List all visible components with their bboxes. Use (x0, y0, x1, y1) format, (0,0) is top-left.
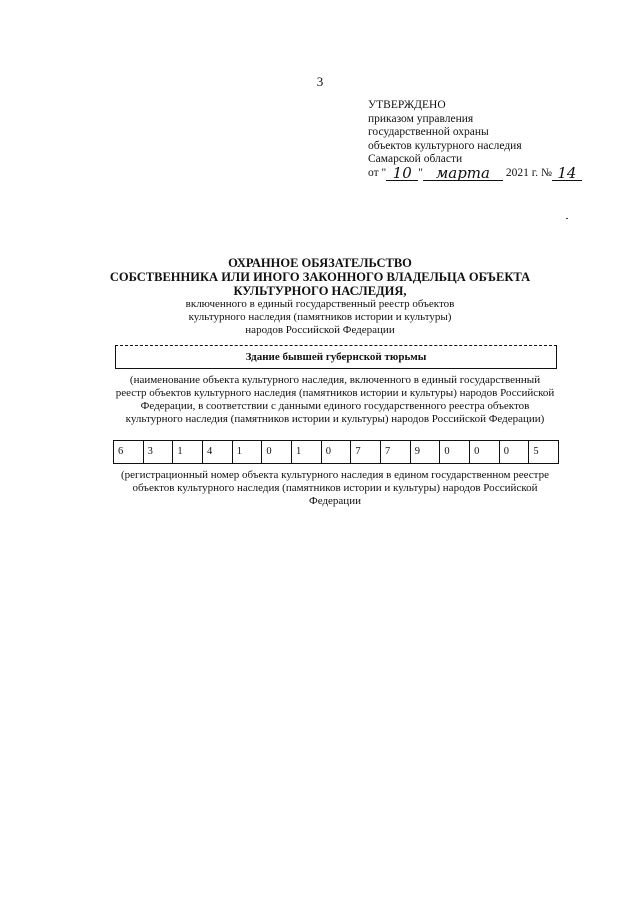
approval-line: приказом управления (368, 112, 474, 125)
approval-line: государственной охраны (368, 126, 489, 138)
handwritten-day: 10 (386, 167, 418, 181)
object-name: Здание бывшей губернской тюрьмы (245, 351, 427, 363)
title-line: КУЛЬТУРНОГО НАСЛЕДИЯ, (233, 284, 407, 298)
handwritten-month: марта (423, 167, 503, 181)
date-year-text: 2021 г. № (505, 167, 552, 179)
registration-digit-cell: 5 (533, 446, 539, 457)
registration-number-row (113, 440, 559, 464)
caption-line: реестр объектов культурного наследия (памятников истории и культуры) народов Российской (115, 387, 555, 399)
object-name-caption (110, 374, 560, 426)
registration-number-caption (110, 469, 560, 508)
scan-mark (566, 218, 568, 219)
approval-line: объектов культурного наследия (368, 139, 522, 152)
registration-digit-cell: 4 (203, 441, 233, 463)
document-title (0, 256, 640, 298)
document-subtitle (0, 298, 640, 337)
subtitle-line: культурного наследия (памятников истории и культуры) (188, 311, 452, 323)
registration-digit-cell: 0 (500, 441, 530, 463)
approval-line: УТВЕРЖДЕНО (368, 99, 446, 111)
registration-digit-cell: 3 (144, 441, 174, 463)
caption-line: (наименование объекта культурного наследия, включенного в единый государственный (129, 374, 541, 386)
registration-digit-cell: 7 (381, 441, 411, 463)
page-number: 3 (316, 74, 324, 89)
registration-digit-cell: 1 (173, 441, 203, 463)
registration-digit-cell: 0 (470, 441, 500, 463)
registration-digit-cell: 1 (292, 441, 322, 463)
caption-line: Федерации (309, 495, 361, 507)
title-line: ОХРАННОЕ ОБЯЗАТЕЛЬСТВО (228, 256, 412, 270)
caption-line: культурного наследия (памятников истории и культуры) народов Российской Федерации) (125, 413, 545, 425)
handwritten-order-number: 14 (552, 167, 582, 181)
caption-line: объектов культурного наследия (памятников истории и культуры) народов Российской (132, 482, 538, 494)
approval-date-line (368, 163, 582, 182)
date-quote-close: " (418, 167, 423, 179)
registration-digit-cell: 0 (262, 441, 292, 463)
subtitle-line: включенного в единый государственный реестр объектов (185, 298, 455, 310)
registration-digit-cell: 7 (351, 441, 381, 463)
registration-digit-cell: 9 (411, 441, 441, 463)
object-name-box (115, 345, 557, 369)
caption-line: Федерации, в соответствии с данными единого государственного реестра объектов (140, 400, 530, 412)
approval-block (368, 99, 582, 181)
registration-digit-cell: 1 (233, 441, 263, 463)
caption-line: (регистрационный номер объекта культурного наследия в едином государственном реестре (121, 469, 549, 481)
registration-digit-cell: 0 (440, 441, 470, 463)
title-line: СОБСТВЕННИКА ИЛИ ИНОГО ЗАКОННОГО ВЛАДЕЛЬЦА ОБЪЕКТА (109, 270, 531, 284)
subtitle-line: народов Российской Федерации (245, 324, 395, 336)
registration-digit-cell: 6 (114, 441, 144, 463)
registration-digit-cell: 0 (322, 441, 352, 463)
date-prefix: от " (368, 167, 387, 179)
approval-line: Самарской области (368, 153, 463, 165)
